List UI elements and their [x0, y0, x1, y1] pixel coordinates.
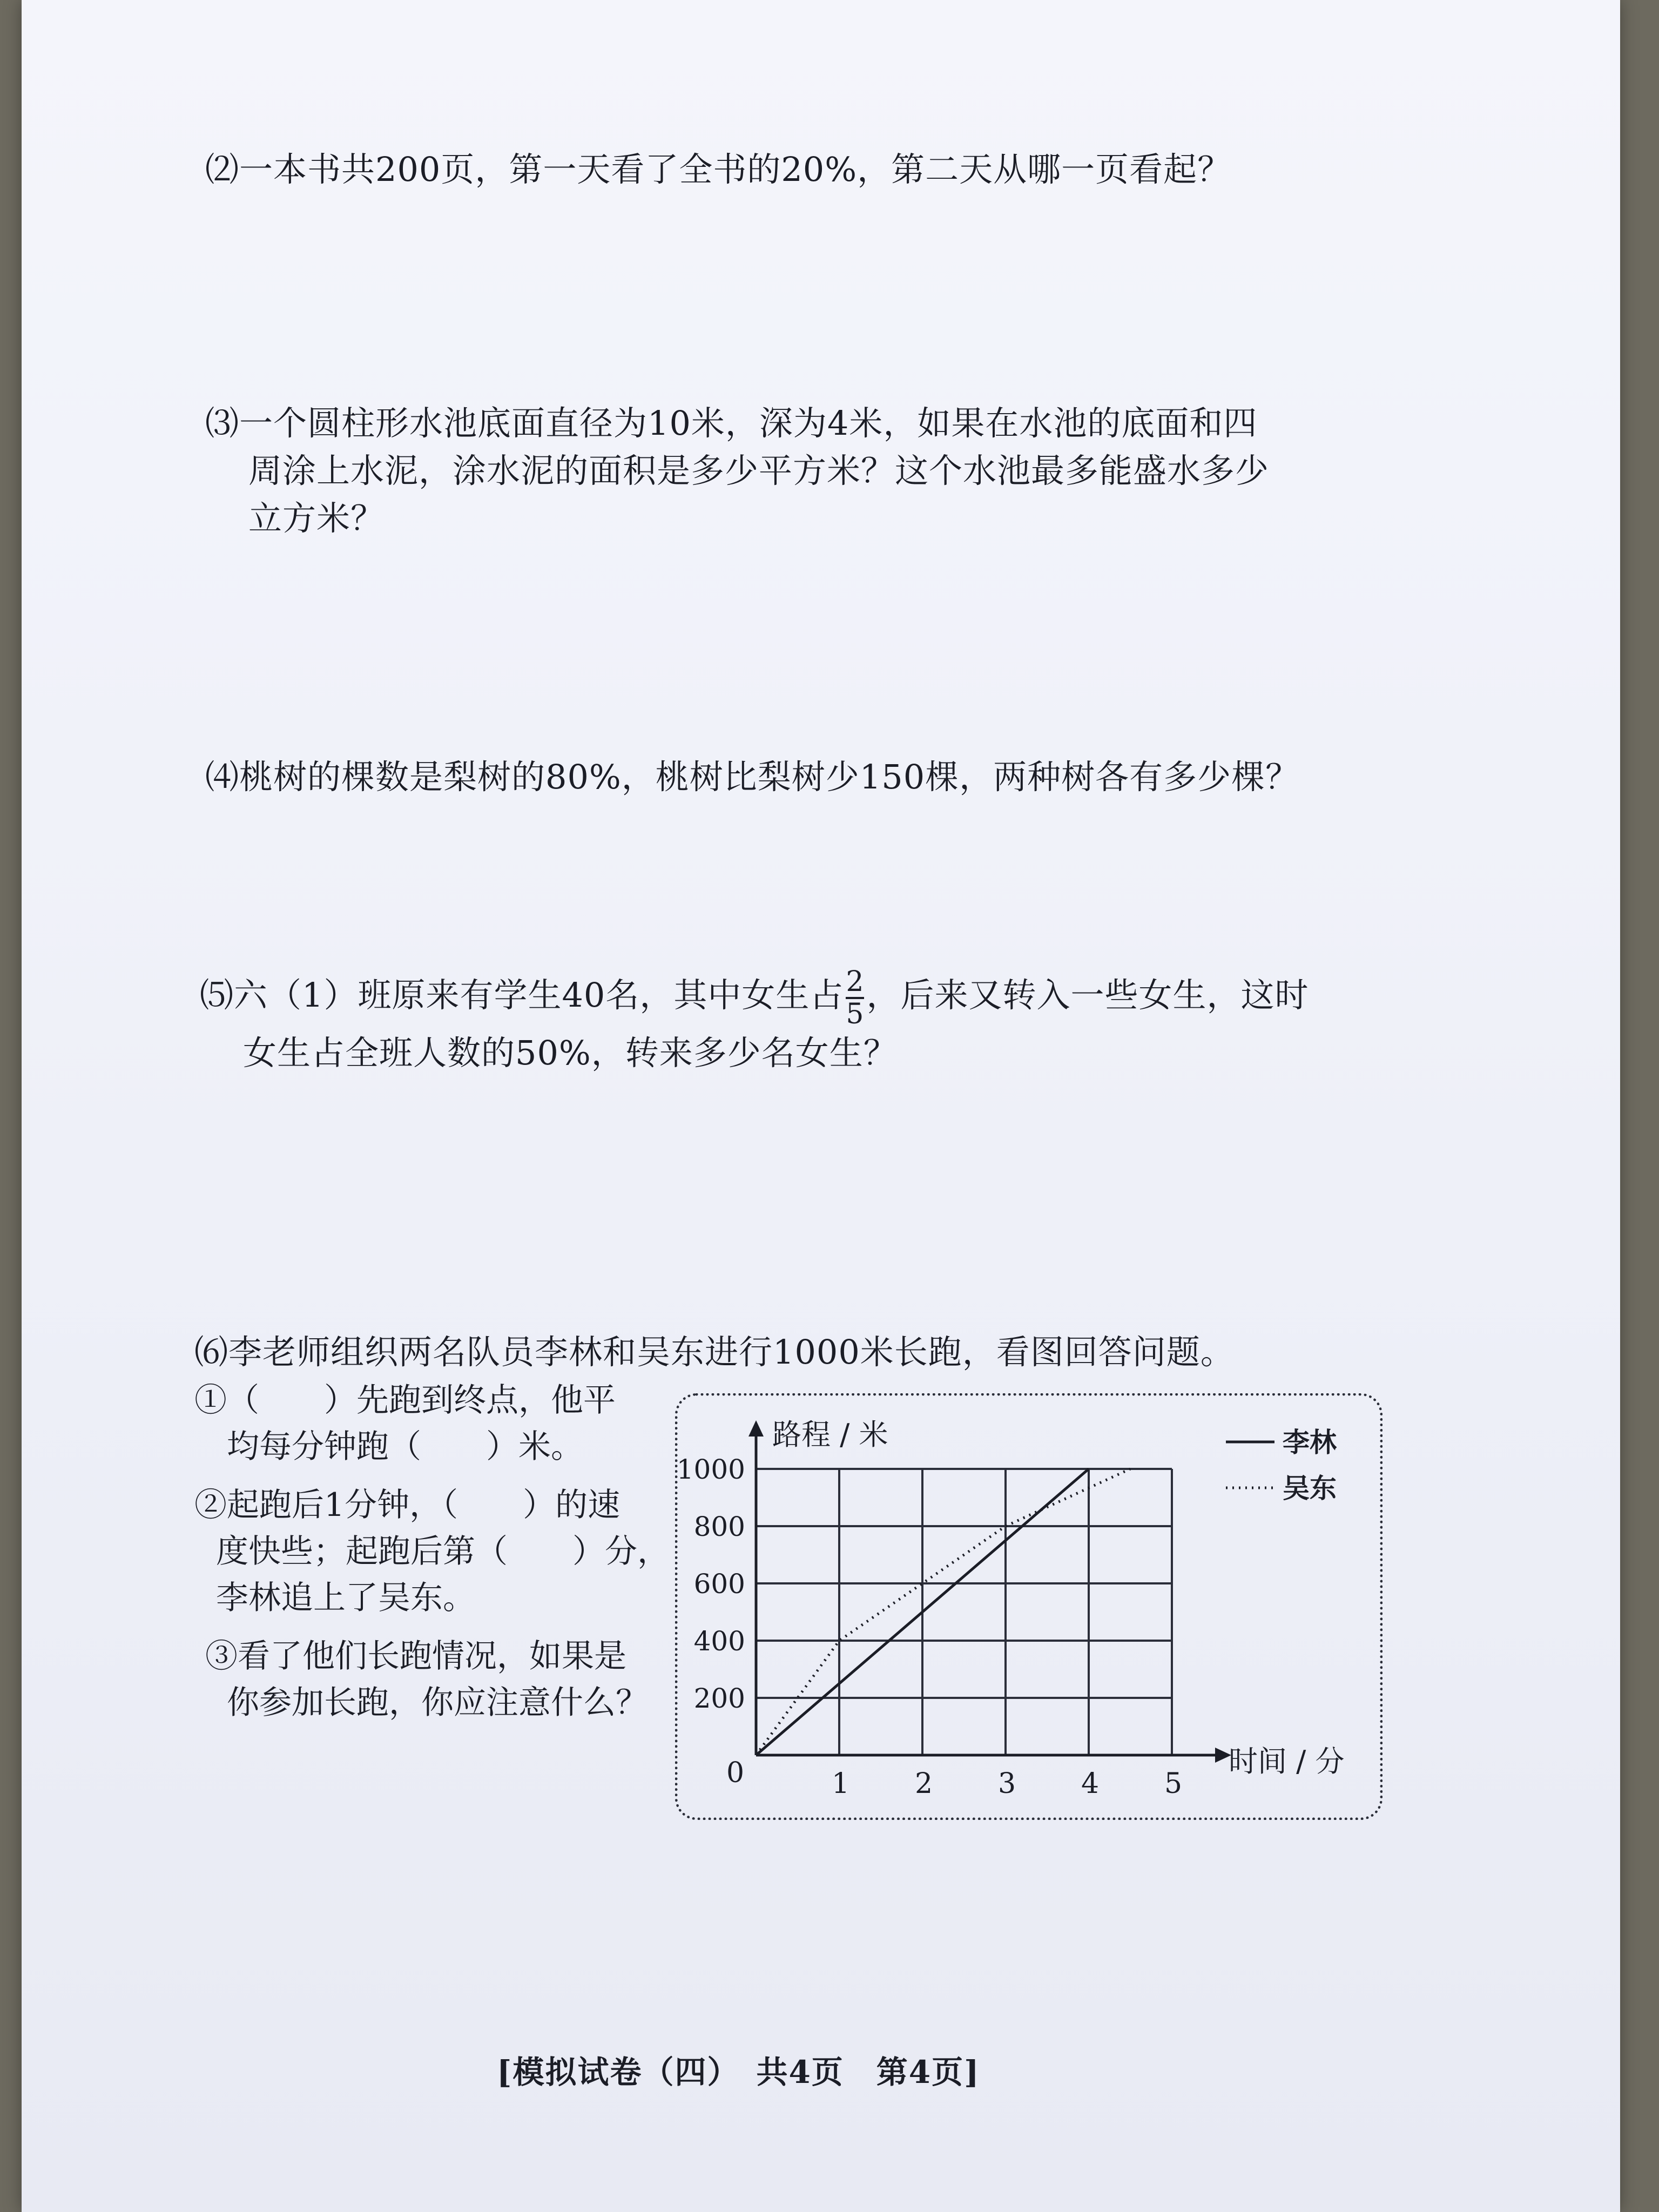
y-tick-label: 200: [693, 1683, 745, 1714]
sub1-line-1: ①（ ）先跑到终点，他平: [194, 1381, 616, 1419]
sub3-line-1: ③看了他们长跑情况，如果是: [205, 1637, 626, 1675]
question-3-line-3: 立方米？: [248, 498, 385, 538]
question-6-subquestions: [194, 1377, 680, 1726]
x-tick-label: 3: [998, 1768, 1016, 1800]
question-3: [205, 400, 1269, 542]
question-5-line-1: ⑸六（1）班原来有学生40名，其中女生占 $\frac{2}{5}$ ，后来又转入一些女生，这时: [200, 966, 1309, 1030]
question-2: ⑵一本书共200页，第一天看了全书的20%，第二天从哪一页看起？: [205, 150, 1232, 189]
legend-label: 吴东: [1283, 1473, 1337, 1504]
sub2-line-3: 李林追上了吴东。: [216, 1579, 475, 1617]
x-tick-label: 2: [915, 1768, 933, 1800]
question-5-line-2: 女生占全班人数的50%，转来多少名女生？: [243, 1033, 898, 1073]
y-axis-label: 路程 / 米: [772, 1418, 888, 1452]
page-footer: [模拟试卷（四） 共4页 第4页]: [497, 2054, 980, 2090]
fraction-two-fifths: $\frac{2}{5}$: [846, 966, 865, 1030]
question-4: ⑷桃树的棵数是梨树的80%，桃树比梨树少150棵，两种树各有多少棵？: [205, 757, 1300, 797]
y-tick-label: 600: [693, 1568, 745, 1600]
legend-label: 李林: [1283, 1427, 1337, 1458]
x-tick-label: 4: [1081, 1768, 1100, 1800]
x-tick-label: 1: [832, 1768, 850, 1800]
series-line: [756, 1469, 1130, 1755]
question-3-line-2: 周涂上水泥，涂水泥的面积是多少平方米？这个水池最多能盛水多少: [248, 451, 1270, 490]
y-tick-label: 800: [693, 1511, 745, 1542]
y-tick-label: 400: [693, 1626, 745, 1657]
sub2-line-2: 度快些；起跑后第（ ）分，: [216, 1533, 670, 1570]
sub2-line-1: ②起跑后1分钟，（ ）的速: [194, 1486, 621, 1524]
y-tick-label: 1000: [678, 1454, 745, 1485]
x-axis-label: 时间 / 分: [1229, 1744, 1345, 1778]
question-5: [200, 967, 1309, 1077]
question-3-line-1: ⑶一个圆柱形水池底面直径为10米，深为4米，如果在水池的底面和四: [205, 403, 1258, 443]
x-tick-label: 0: [726, 1757, 745, 1789]
x-tick-label: 5: [1164, 1768, 1183, 1800]
distance-time-chart: [678, 1396, 1380, 1817]
sub3-line-2: 你参加长跑，你应注意什么？: [227, 1684, 648, 1722]
chart-frame: [675, 1393, 1382, 1820]
sub1-line-2: 均每分钟跑（ ）米。: [227, 1428, 583, 1466]
exam-paper: [22, 0, 1620, 2212]
y-axis-arrow: [748, 1420, 764, 1437]
question-6-intro: ⑹李老师组织两名队员李林和吴东进行1000米长跑，看图回答问题。: [194, 1332, 1235, 1372]
